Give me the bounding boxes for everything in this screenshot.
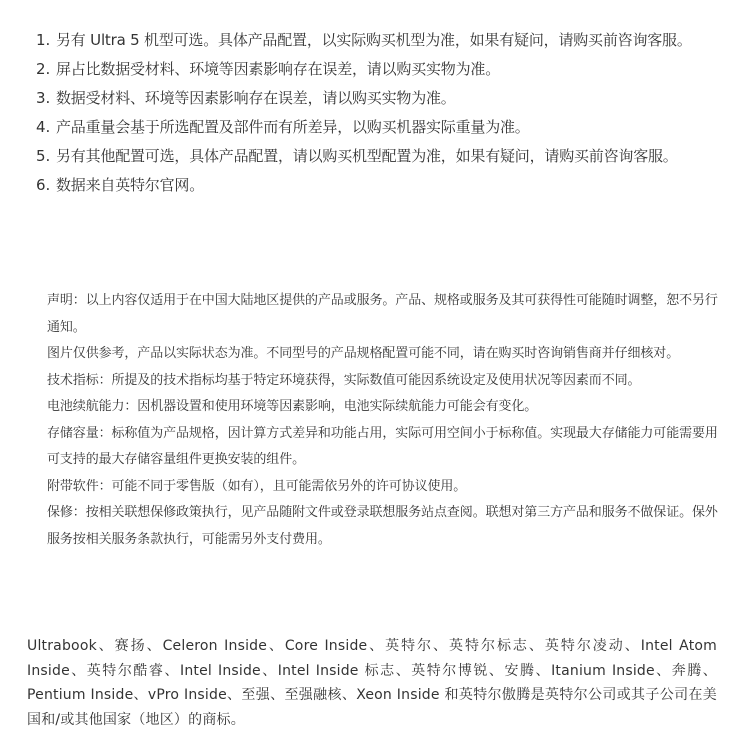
note-item <box>36 55 736 84</box>
note-text: 另有其他配置可选，具体产品配置，请以购买机型配置为准，如果有疑问，请购买前咨询客服。 <box>56 147 678 165</box>
note-number: 2. <box>36 60 51 78</box>
note-item <box>36 113 736 142</box>
disclaimer-warranty: 保修：按相关联想保修政策执行，见产品随附文件或登录联想服务站点查阅。联想对第三方产品和服务不做保证。保外服务按相关服务条款执行，可能需另外支付费用。 <box>47 505 718 547</box>
note-text: 另有 Ultra 5 机型可选。具体产品配置，以实际购买机型为准，如果有疑问，请购买前咨询客服。 <box>56 31 692 49</box>
note-item <box>36 142 736 171</box>
note-text: 产品重量会基于所选配置及部件而有所差异，以购买机器实际重量为准。 <box>56 118 530 136</box>
note-number: 1. <box>36 31 51 49</box>
disclaimer-battery: 电池续航能力：因机器设置和使用环境等因素影响，电池实际续航能力可能会有变化。 <box>47 399 538 414</box>
note-number: 6. <box>36 176 51 194</box>
disclaimer-tech-specs: 技术指标：所提及的技术指标均基于特定环境获得，实际数值可能因系统设定及使用状况等因素而不同。 <box>47 372 641 388</box>
note-text: 屏占比数据受材料、环境等因素影响存在误差，请以购买实物为准。 <box>56 60 501 78</box>
note-item <box>36 171 736 200</box>
note-number: 3. <box>36 89 51 107</box>
note-item <box>36 84 736 113</box>
disclaimer-image-note: 图片仅供参考，产品以实际状态为准。不同型号的产品规格配置可能不同，请在购买时咨询销售商并仔细核对。 <box>47 346 680 361</box>
disclaimer-storage: 存储容量：标称值为产品规格，因计算方式差异和功能占用，实际可用空间小于标称值。实现最大存储能力可能需要用可支持的最大存储容量组件更换安装的组件。 <box>47 425 718 467</box>
trademark-notice: Ultrabook、赛扬、Celeron Inside、Core Inside、英特尔、英特尔标志、英特尔凌动、Intel Atom Inside、英特尔酷睿、Intel Inside、Intel Inside 标志、英特尔博锐、安腾、Itanium Inside、奔腾、Pentium Inside、vPro Inside、至强、至强融核、Xeon Inside 和英特尔傲腾是英特尔公司或其子公司在美国和/或其他国家（地区）的商标。 <box>27 638 717 728</box>
note-text: 数据来自英特尔官网。 <box>56 176 205 194</box>
disclaimer-section <box>47 288 727 553</box>
note-text: 数据受材料、环境等因素影响存在误差，请以购买实物为准。 <box>56 89 456 107</box>
disclaimer-statement: 声明：以上内容仅适用于在中国大陆地区提供的产品或服务。产品、规格或服务及其可获得性可能随时调整，恕不另行通知。 <box>47 293 718 335</box>
notes-list <box>36 26 736 200</box>
note-number: 5. <box>36 147 51 165</box>
note-item <box>36 26 736 55</box>
disclaimer-software: 附带软件：可能不同于零售版（如有），且可能需依另外的许可协议使用。 <box>47 478 467 494</box>
note-number: 4. <box>36 118 51 136</box>
